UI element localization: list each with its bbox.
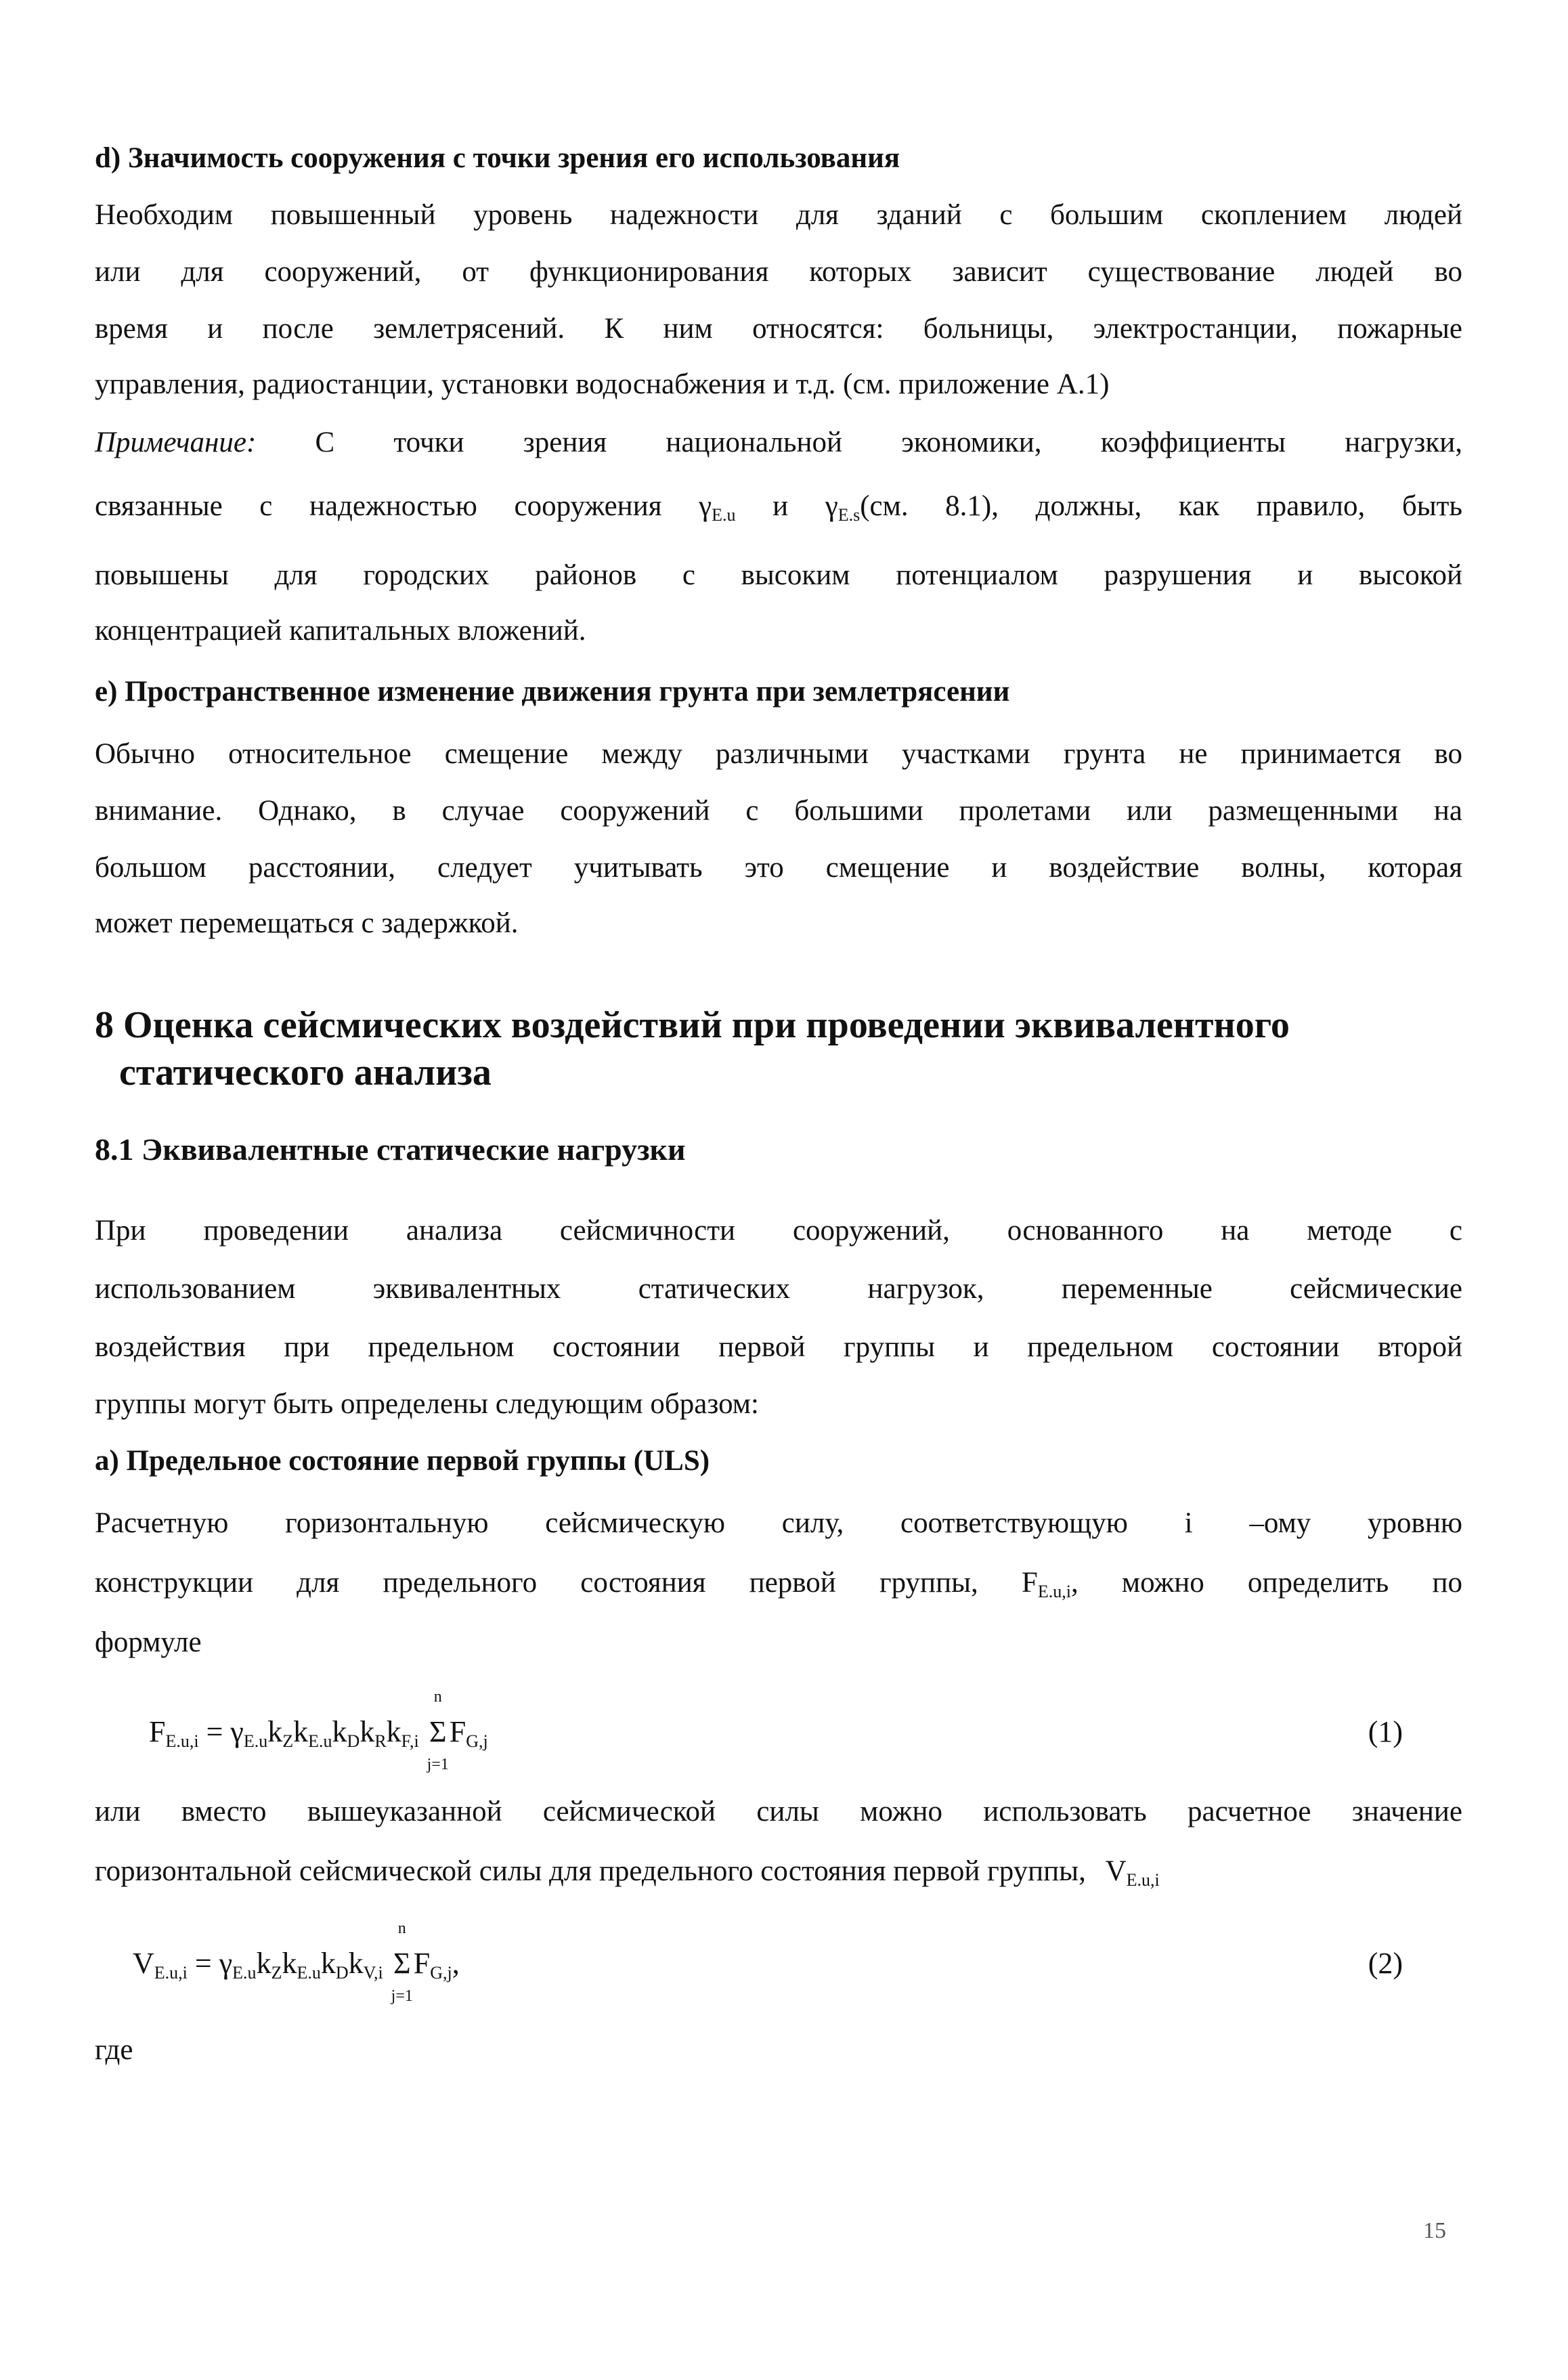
paragraph-line: горизонтальной сейсмической силы для предельного состояния первой группы, $V_{E.u,i}$	[95, 1855, 1160, 1890]
paragraph-line: большом расстоянии, следует учитывать это смещение и воздействие волны, которая	[95, 852, 1462, 884]
paragraph-line: или для сооружений, от функционирования которых зависит существование людей во	[95, 256, 1462, 288]
paragraph-line: может перемещаться с задержкой.	[95, 907, 519, 939]
note-line	[95, 488, 1462, 534]
symbol-v-eui: $V_{E.u,i}$	[1105, 1855, 1160, 1890]
where-label: где	[95, 2034, 133, 2066]
paragraph-line: конструкции для предельного состояния первой группы, $F_{E.u,i}$, можно определить по	[95, 1567, 1462, 1601]
page-number: 15	[1423, 2218, 1446, 2243]
paragraph-line: время и после землетрясений. К ним относятся: больницы, электростанции, пожарные	[95, 313, 1462, 345]
subsection-8-1-heading: 8.1 Эквивалентные статические нагрузки	[95, 1132, 686, 1167]
gamma-e-u: $\gamma_{E.u}$	[699, 490, 736, 525]
section-d-heading: d) Значимость сооружения с точки зрения его использования	[95, 142, 900, 174]
paragraph-line: Необходим повышенный уровень надежности для зданий с большим скоплением людей	[95, 199, 1462, 231]
section-8-title: 8 Оценка сейсмических воздействий при проведении эквивалентного	[95, 1004, 1290, 1046]
formula-1: $F_{E.u,i} = \gamma_{E.u}k_Zk_{E.u}k_Dk_Rk_{F,i}$ n Σ j=1 $F_{G,j}$	[149, 1688, 488, 1773]
summation-sign: n Σ j=1	[427, 1688, 449, 1773]
paragraph-line: формуле	[95, 1626, 202, 1658]
paragraph-line: Расчетную горизонтальную сейсмическую силу, соответствующую i –ому уровню	[95, 1507, 1462, 1539]
paragraph-line: группы могут быть определены следующим образом:	[95, 1388, 759, 1420]
paragraph-line: внимание. Однако, в случае сооружений с большими пролетами или размещенными на	[95, 795, 1462, 827]
formula-2-number: (2)	[1368, 1947, 1403, 1980]
formula-1-number: (1)	[1368, 1715, 1403, 1748]
section-8-title-cont: статического анализа	[119, 1052, 492, 1094]
section-e-heading: е) Пространственное изменение движения грунта при землетрясении	[95, 676, 1010, 708]
paragraph-line: управления, радиостанции, установки водоснабжения и т.д. (см. приложение А.1)	[95, 368, 1110, 400]
note-text: и	[772, 490, 789, 522]
gamma-e-s: $\gamma_{E.s}(см$. 8.1), должны, как правило, быть	[825, 490, 1462, 525]
symbol-f-eui: $F_{E.u,i}$, можно определить по	[1021, 1567, 1462, 1601]
note-line	[95, 424, 1462, 462]
formula-2: $V_{E.u,i} = \gamma_{E.u}k_Zk_{E.u}k_Dk_{V,i}$ n Σ j=1 $F_{G,j}$,	[133, 1920, 460, 2005]
paragraph-line: Обычно относительное смещение между различными участками грунта не принимается во	[95, 738, 1462, 770]
paragraph-line: или вместо вышеуказанной сейсмической силы можно использовать расчетное значение	[95, 1796, 1462, 1827]
note-label: Примечание:	[95, 427, 257, 458]
note-line: повышены для городских районов с высоким потенциалом разрушения и высокой	[95, 559, 1462, 591]
paragraph-line: воздействия при предельном состоянии первой группы и предельном состоянии второй	[95, 1331, 1462, 1363]
note-text: связанные с надежностью сооружения	[95, 490, 662, 522]
summation-sign: n Σ j=1	[391, 1920, 413, 2005]
paragraph-line: использованием эквивалентных статических нагрузок, переменные сейсмические	[95, 1273, 1462, 1305]
uls-heading: а) Предельное состояние первой группы (ULS)	[95, 1445, 710, 1477]
note-line: концентрацией капитальных вложений.	[95, 615, 586, 647]
note-text: С точки зрения национальной экономики, коэффициенты нагрузки,	[315, 427, 1462, 458]
paragraph-line: При проведении анализа сейсмичности сооружений, основанного на методе с	[95, 1215, 1462, 1247]
